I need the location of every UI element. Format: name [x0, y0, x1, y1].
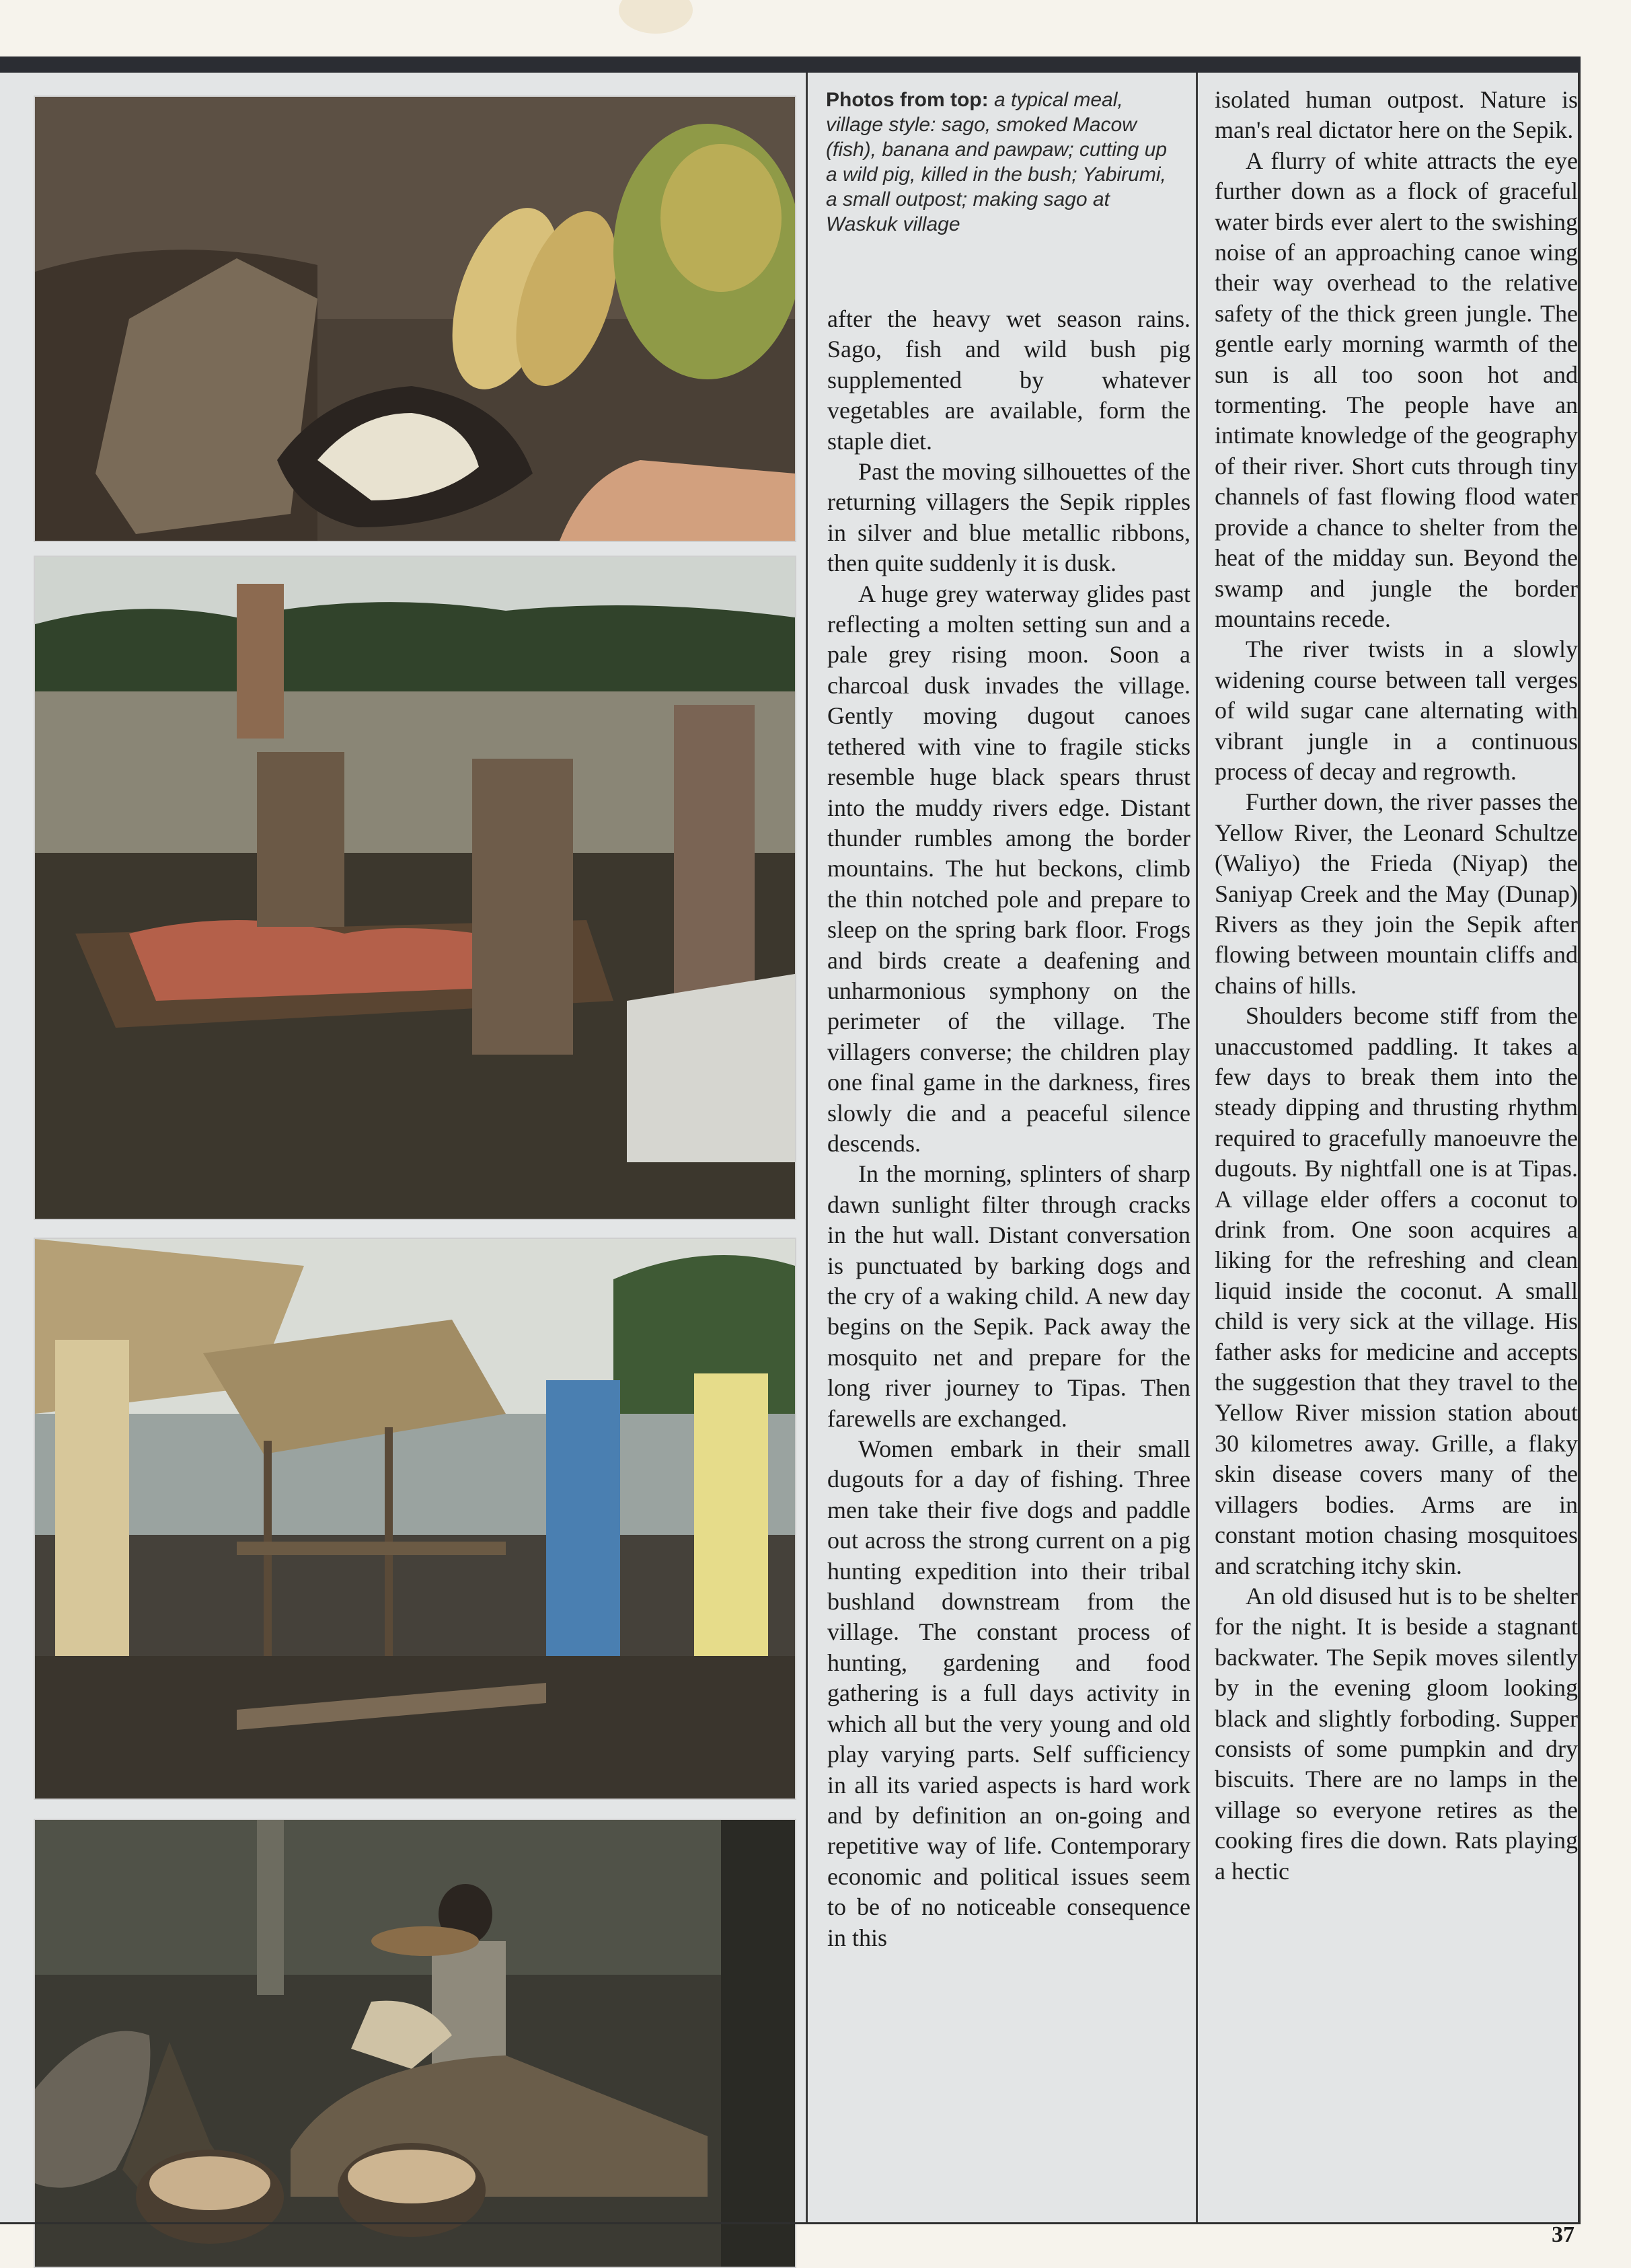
page-number: 37: [1552, 2222, 1575, 2247]
paragraph: The river twists in a slowly widening course between tall verges of wild sugar cane alternating with vibrant jungle in a continuous process of decay and regrowth.: [1215, 636, 1578, 785]
punch-hole-mark: [619, 0, 693, 34]
photo-wild-pig: [34, 556, 796, 1220]
photo-meal: [34, 96, 796, 542]
paragraph: isolated human outpost. Nature is man's real dictator here on the Sepik.: [1215, 86, 1578, 144]
photo-column: [34, 94, 794, 2186]
photo-wild-pig-image: [35, 557, 795, 1219]
photo-caption: [826, 87, 1176, 237]
article-column-right: [1215, 85, 1578, 2177]
paragraph: A huge grey waterway glides past reflecting a molten setting sun and a pale grey rising moon. Soon a charcoal dusk invades the village. Gently moving dugout canoes tethered with vine to fragile sticks resemble huge black spears thrust into the muddy rivers edge. Distant thunder rumbles among the border mountains. The hut beckons, climb the thin notched pole and prepare to sleep on the spring bark floor. Frogs and birds create a deafening and unharmonious symphony on the perimeter of the village. The villagers converse; the children play one final game in the darkness, fires slowly die and a peaceful silence descends.: [827, 580, 1190, 1157]
photo-yabirumi-image: [35, 1239, 795, 1799]
paragraph: In the morning, splinters of sharp dawn sunlight filter through cracks in the hut wall. Distant conversation is punctuated by barking dogs and the cry of a waking child. A new day begins on the Sepik. Pack away the mosquito net and prepare for the long river journey to Tipas. Then farewells are exchanged.: [827, 1160, 1190, 1432]
bottom-rule: [0, 2222, 1581, 2224]
paragraph: Past the moving silhouettes of the returning villagers the Sepik ripples in silver and blue metallic ribbons, then quite suddenly it is dusk.: [827, 458, 1190, 577]
top-rule: [0, 56, 1581, 73]
photo-meal-image: [35, 97, 795, 541]
paragraph: An old disused hut is to be shelter for the night. It is beside a stagnant backwater. The Sepik moves silently by in the evening gloom looking black and slightly forboding. Supper consists of some pumpkin and dry biscuits. There are no lamps in the village so everyone retires as the cooking fires die down. Rats playing a hectic: [1215, 1582, 1578, 1885]
caption-body: a typical meal, village style: sago, smoked Macow (fish), banana and pawpaw; cutting up a wild pig, killed in the bush; Yabirumi, a small outpost; making sago at Waskuk village: [826, 89, 1167, 235]
photo-making-sago-image: [35, 1820, 795, 2267]
photo-making-sago: [34, 1819, 796, 2268]
caption-lead: Photos from top:: [826, 89, 989, 111]
column-divider-left: [806, 73, 808, 2222]
article-column-middle: [827, 304, 1190, 2174]
paragraph: Women embark in their small dugouts for a day of fishing. Three men take their five dogs and paddle out across the strong current on a pig hunting expedition into their tribal bushland downstream from the village. The constant process of hunting, gardening and food gathering is a full days activity in which all but the very young and old play varying parts. Self sufficiency in all its varied aspects is hard work and by definition an on-going and repetitive way of life. Contemporary economic and political issues seem to be of no noticeable consequence in this: [827, 1435, 1190, 1951]
paragraph: after the heavy wet season rains. Sago, fish and wild bush pig supplemented by whatever vegetables are available, form the staple diet.: [827, 305, 1190, 455]
paragraph: A flurry of white attracts the eye further down as a flock of graceful water birds ever alert to the swishing noise of an approaching canoe wing their way overhead to the relative safety of the thick green jungle. The gentle early morning warmth of the sun is all too soon hot and tormenting. The people have an intimate knowledge of the geography of their river. Short cuts through tiny channels of fast flowing flood water provide a chance to shelter from the heat of the midday sun. Beyond the swamp and jungle the border mountains recede.: [1215, 147, 1578, 632]
photo-yabirumi-outpost: [34, 1238, 796, 1800]
paragraph: Further down, the river passes the Yellow River, the Leonard Schultze (Waliyo) the Frieda (Niyap) the Saniyap Creek and the May (Dunap) Rivers as they join the Sepik after flowing between mountain cliffs and chains of hills.: [1215, 788, 1578, 999]
paragraph: Shoulders become stiff from the unaccustomed paddling. It takes a few days to break them into the steady dipping and thrusting rhythm required to gracefully manoeuvre the dugouts. By nightfall one is at Tipas. A village elder offers a coconut to drink from. One soon acquires a liking for the refreshing and clean liquid inside the coconut. A small child is very sick at the village. His father asks for medicine and accepts the suggestion that they travel to the Yellow River mission station about 30 kilometres away. Grille, a flaky skin disease covers many of the villagers bodies. Arms are in constant motion chasing mosquitoes and scratching itchy skin.: [1215, 1002, 1578, 1579]
column-divider-right: [1196, 73, 1198, 2222]
